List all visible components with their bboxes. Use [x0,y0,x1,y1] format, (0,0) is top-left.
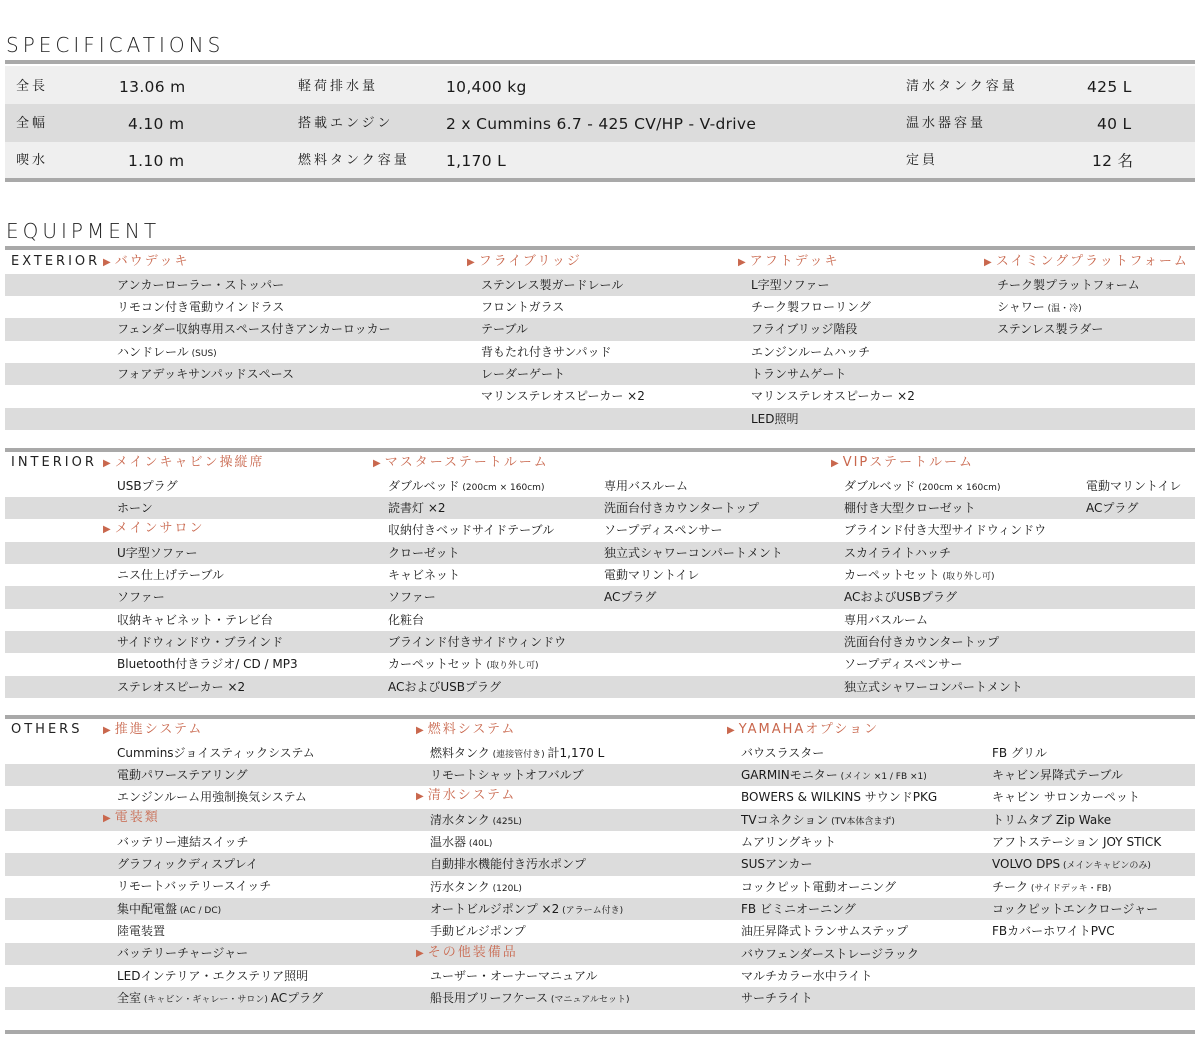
item-label: 汚水タンク [430,879,490,894]
item-label: ステンレス製ガードレール [481,277,624,292]
item-label: ACおよびUSBプラグ [388,679,502,694]
item-label: BOWERS & WILKINS サウンドPKG [741,790,938,805]
list-item [1086,475,1181,497]
item-label: 洗面台付きカウンタートップ [844,634,1000,649]
list-item [117,631,283,653]
item-label: フォアデッキサンパッドスペース [117,366,295,381]
list-item [844,542,951,564]
item-label: カーペットセット [388,657,484,672]
item-note: (200cm × 160cm) [459,482,545,493]
category-others: OTHERS [11,722,83,737]
item-label: コックピットエンクロージャー [992,901,1159,916]
list-item [741,809,895,833]
list-item [992,809,1111,831]
equipment-title: EQUIPMENT [6,219,161,243]
list-item [992,786,1140,808]
item-label: ダブルベッド [388,478,460,493]
list-item [117,786,307,808]
item-label: リモコン付き電動ウインドラス [117,299,285,314]
list-item [741,853,813,875]
list-item [117,676,245,698]
list-item [117,987,323,1011]
list-item [117,942,248,964]
list-item [388,586,436,608]
list-item [117,898,221,922]
triangle-icon: ▶ [103,458,113,469]
item-label: 棚付き大型クローゼット [844,500,976,515]
spec-value: 13.06 m [119,78,186,96]
spec-value: 4.10 m [128,115,185,133]
item-label: コックピット電動オーニング [741,879,897,894]
item-label: 油圧昇降式トランサムステップ [741,924,909,939]
row-stripe [5,408,1195,430]
list-item [751,296,871,318]
list-item [430,898,623,922]
item-note: (メイン ×1 / FB ×1) [837,771,927,782]
list-item [481,341,612,363]
list-item [388,497,446,519]
item-label: キャビン サロンカーペット [992,790,1140,805]
item-label: キャビネット [388,567,461,582]
item-label: L字型ソファー [751,277,830,292]
item-label: オートビルジポンプ ×2 [430,901,560,916]
list-item [751,408,799,430]
list-item [481,363,565,385]
item-label: 独立式シャワーコンパートメント [844,679,1023,694]
specifications-title: SPECIFICATIONS [6,33,225,57]
item-label: チーク製プラットフォーム [997,277,1140,292]
item-label: 手動ビルジポンプ [430,924,526,939]
item-label: ソープディスペンサー [844,657,963,672]
list-item [997,318,1103,340]
list-item [741,742,824,764]
list-item [117,831,249,853]
spec-label: 全長 [16,79,49,94]
item-label: 電動マリントイレ [1086,478,1182,493]
list-item [741,786,937,808]
item-label: ブラインド付きサイドウィンドウ [388,634,567,649]
spec-label: 清水タンク容量 [906,79,1018,94]
item-label: 温水器 [430,834,467,849]
subheader-yamaha-options: ▶ YAMAHAオプション [727,722,880,737]
item-label: FB ビミニオーニング [741,901,856,916]
spec-value: 425 L [1087,78,1132,96]
list-item [751,385,915,407]
list-item [751,341,870,363]
item-label: マリンステレオスピーカー ×2 [751,389,915,404]
item-label: バッテリーチャージャー [117,946,249,961]
item-label: ムアリングキット [741,834,837,849]
item-label: 専用バスルーム [844,612,929,627]
list-item [1086,497,1138,519]
list-item [117,363,294,385]
item-label: ソファー [388,590,436,605]
item-label: エンジンルームハッチ [751,344,871,359]
list-item [388,609,424,631]
item-label: 専用バスルーム [604,478,689,493]
list-item [992,898,1158,920]
list-item [751,363,846,385]
triangle-icon: ▶ [416,725,426,736]
item-label: バウスラスター [741,745,825,760]
spec-label: 搭載エンジン [298,116,394,131]
spec-value: 12 名 [1092,152,1134,170]
list-item [117,965,308,987]
item-label: 収納キャビネット・テレビ台 [117,612,273,627]
item-note: (425L) [489,816,522,827]
list-item [430,809,522,833]
item-label: バウフェンダーストレージラック [741,946,919,961]
item-label: U字型ソファー [117,545,198,560]
item-label: テーブル [481,322,528,337]
item-label: 読書灯 ×2 [388,500,446,515]
item-label: 電動パワーステアリング [117,767,248,782]
item-note: (200cm × 160cm) [915,482,1001,493]
list-item [430,831,492,855]
item-label: マルチカラー水中ライト [741,969,873,983]
list-item [117,318,391,340]
item-label: フロントガラス [481,299,565,314]
spec-value: 1.10 m [128,152,185,170]
subheader-flybridge: ▶ フライブリッジ [467,254,582,269]
spec-value: 10,400 kg [446,78,527,96]
item-label: 自動排水機能付き汚水ポンプ [430,857,587,872]
list-item [997,274,1140,296]
list-item [117,586,165,608]
item-label: 陸電装置 [117,923,166,938]
spec-label: 喫水 [16,153,49,168]
subheader-swim-platform: ▶ スイミングプラットフォーム [984,254,1189,269]
list-item [117,764,247,786]
item-label: 船長用ブリーフケース [430,990,548,1005]
item-label: Bluetooth付きラジオ/ CD / MP3 [117,657,298,672]
list-item [604,586,656,608]
item-label: ステレオスピーカー ×2 [117,679,246,694]
item-label: 電動マリントイレ [604,567,700,582]
list-item [997,296,1082,320]
list-item [741,965,872,987]
list-item [388,475,544,499]
subheader-bow-deck: ▶ バウデッキ [103,254,190,269]
triangle-icon: ▶ [984,257,994,268]
list-item [844,586,957,608]
item-label: スカイライトハッチ [844,545,952,560]
subheader-vip-stateroom: ▶ VIPステートルーム [831,455,975,470]
item-label: 全室 [117,990,142,1005]
list-item [992,876,1111,900]
item-label: 集中配電盤 [117,901,178,916]
item-label: ソープディスペンサー [604,523,723,538]
item-label: 化粧台 [388,612,425,627]
item-note: (サイドデッキ・FB) [1028,883,1112,894]
item-label: 燃料タンク [430,745,490,760]
subheader-main-cabin: ▶ メインキャビン操縦席 [103,455,265,470]
item-note: (AC / DC) [177,905,222,916]
list-item [481,296,564,318]
spec-label: 燃料タンク容量 [298,153,410,168]
item-note: (マニュアルセット) [547,994,630,1005]
list-item [117,853,258,875]
list-item [604,475,688,497]
item-label: ステンレス製ラダー [997,322,1104,337]
item-label: LED照明 [751,411,799,426]
list-item [117,296,284,318]
item-label: キャビン昇降式テーブル [992,767,1123,782]
item-note: (キャビン・ギャレー・サロン) [141,994,271,1005]
item-label: マリンステレオスピーカー ×2 [481,389,645,404]
list-item [430,987,630,1011]
list-item [430,764,584,786]
list-item [388,653,539,677]
list-item [117,497,153,519]
list-item [844,609,928,631]
item-label: グラフィックディスプレイ [117,856,259,871]
list-item [388,631,566,653]
list-item [751,318,857,340]
item-note: (連接管付き) [489,749,548,760]
list-item [481,274,623,296]
list-item [117,341,217,365]
triangle-icon: ▶ [103,257,113,268]
item-label: カーペットセット [844,567,940,582]
item-label: 清水タンク [430,812,490,827]
list-item [992,920,1115,942]
item-label: クローゼット [388,545,460,560]
bottom-rule [5,1030,1195,1034]
item-tail: 計1,170 L [547,745,605,760]
item-note: (120L) [489,883,522,894]
list-item [117,609,273,631]
triangle-icon: ▶ [727,725,737,736]
subheader-fuel: ▶ 燃料システム [416,722,517,737]
list-item [117,875,271,897]
category-interior: INTERIOR [11,455,97,470]
list-item [388,542,460,564]
item-note: (アラーム付き) [559,905,624,916]
list-item [117,274,284,296]
list-item [751,274,829,296]
item-tail: ACプラグ [270,990,324,1005]
item-label: アンカーローラー・ストッパー [117,277,285,292]
item-note: (TV本体含まず) [828,816,895,827]
item-label: ACおよびUSBプラグ [844,590,958,605]
list-item [844,653,962,675]
subheader-aft-deck: ▶ アフトデッキ [738,254,840,269]
subheader-electrical: ▶ 電装類 [103,810,160,825]
equipment-rule [5,246,1195,250]
list-item [992,853,1151,877]
list-item [844,676,1023,698]
item-label: USBプラグ [117,478,178,493]
item-label: 背もたれ付きサンパッド [481,344,612,359]
list-item [388,519,554,541]
subheader-misc: ▶ その他装備品 [416,945,518,960]
list-item [844,564,995,588]
triangle-icon: ▶ [416,948,426,959]
triangle-icon: ▶ [103,813,113,824]
row-stripe [5,586,1195,608]
item-label: サイドウィンドウ・ブラインド [117,634,284,649]
list-item [741,920,908,942]
item-label: GARMINモニター [741,767,838,782]
item-label: ホーン [117,500,153,515]
item-label: ユーザー・オーナーマニュアル [430,968,598,983]
triangle-icon: ▶ [831,458,841,469]
spec-label: 定員 [906,153,939,168]
item-label: チーク [992,879,1029,894]
item-note: (40L) [466,838,493,849]
list-item [992,831,1161,853]
list-item [481,385,645,407]
list-item [481,318,528,340]
item-label: ACプラグ [604,590,657,605]
item-note: (SUS) [188,348,217,359]
list-item [430,853,586,875]
spec-value: 1,170 L [446,152,507,170]
item-label: LEDインテリア・エクステリア照明 [117,968,309,983]
item-label: ニス仕上げテーブル [117,567,224,582]
item-label: ソファー [117,590,165,605]
list-item [844,631,999,653]
triangle-icon: ▶ [467,257,477,268]
list-item [604,564,699,586]
list-item [741,831,836,853]
list-item [430,742,604,766]
list-item [430,920,526,942]
item-label: フライブリッジ階段 [751,322,858,337]
item-label: ハンドレール [117,344,189,359]
item-label: TVコネクション [741,812,829,827]
list-item [604,519,722,541]
subheader-main-salon: ▶ メインサロン [103,521,205,536]
item-label: VOLVO DPS [992,857,1061,872]
list-item [741,987,813,1009]
item-label: FBカバーホワイトPVC [992,924,1115,939]
spec-value: 2 x Cummins 6.7 - 425 CV/HP - V-drive [446,115,757,133]
item-label: レーダーゲート [481,366,566,381]
item-label: 洗面台付きカウンタートップ [604,500,760,515]
triangle-icon: ▶ [103,725,113,736]
item-label: ブラインド付き大型サイドウィンドウ [844,523,1047,538]
item-label: SUSアンカー [741,857,813,872]
item-note: (温・冷) [1044,303,1082,314]
category-exterior: EXTERIOR [11,254,101,269]
spec-label: 全幅 [16,116,49,131]
list-item [117,542,198,564]
item-note: (メインキャビンのみ) [1060,861,1151,872]
list-item [844,519,1046,541]
list-item [388,564,460,586]
item-label: シャワー [997,299,1045,314]
list-item [117,920,165,942]
list-item [430,876,522,900]
item-label: サーチライト [741,991,813,1006]
item-label: 収納付きベッドサイドテーブル [388,523,555,538]
row-stripe [5,497,1195,519]
list-item [117,742,315,764]
triangle-icon: ▶ [373,458,383,469]
list-item [992,764,1123,786]
subheader-water: ▶ 清水システム [416,788,517,803]
specs-top-rule [5,60,1195,64]
list-item [741,876,896,898]
item-label: FB グリル [992,745,1047,760]
item-label: エンジンルーム用強制換気システム [117,790,307,805]
item-label: ACプラグ [1086,500,1139,515]
item-label: フェンダー収納専用スペース付きアンカーロッカー [117,322,391,337]
list-item [741,764,927,788]
item-label: リモートシャットオフバルブ [430,767,584,782]
item-note: (取り外し可) [483,661,539,672]
list-item [741,943,919,965]
list-item [430,965,598,987]
list-item [604,497,759,519]
item-note: (取り外し可) [939,571,995,582]
subheader-propulsion: ▶ 推進システム [103,722,204,737]
item-label: 独立式シャワーコンパートメント [604,545,783,560]
item-label: リモートバッテリースイッチ [117,879,272,894]
item-label: トランサムゲート [751,366,847,381]
list-item [604,542,783,564]
item-label: バッテリー連結スイッチ [117,834,249,849]
item-label: チーク製フローリング [751,299,871,314]
list-item [388,676,501,698]
item-label: アフトステーション JOY STICK [992,834,1162,849]
triangle-icon: ▶ [738,257,748,268]
spec-label: 軽荷排水量 [298,79,379,94]
list-item [117,564,224,586]
item-label: Cumminsジョイスティックシステム [117,745,315,760]
list-item [741,898,856,920]
list-item [117,653,298,675]
item-label: ダブルベッド [844,478,916,493]
triangle-icon: ▶ [103,524,113,535]
list-item [844,475,1000,499]
list-item [844,497,976,519]
spec-label: 温水器容量 [906,116,987,131]
list-item [992,742,1047,764]
subheader-master-stateroom: ▶ マスターステートルーム [373,455,549,470]
spec-value: 40 L [1097,115,1132,133]
list-item [117,475,178,497]
item-label: トリムタブ Zip Wake [992,812,1112,827]
triangle-icon: ▶ [416,791,426,802]
